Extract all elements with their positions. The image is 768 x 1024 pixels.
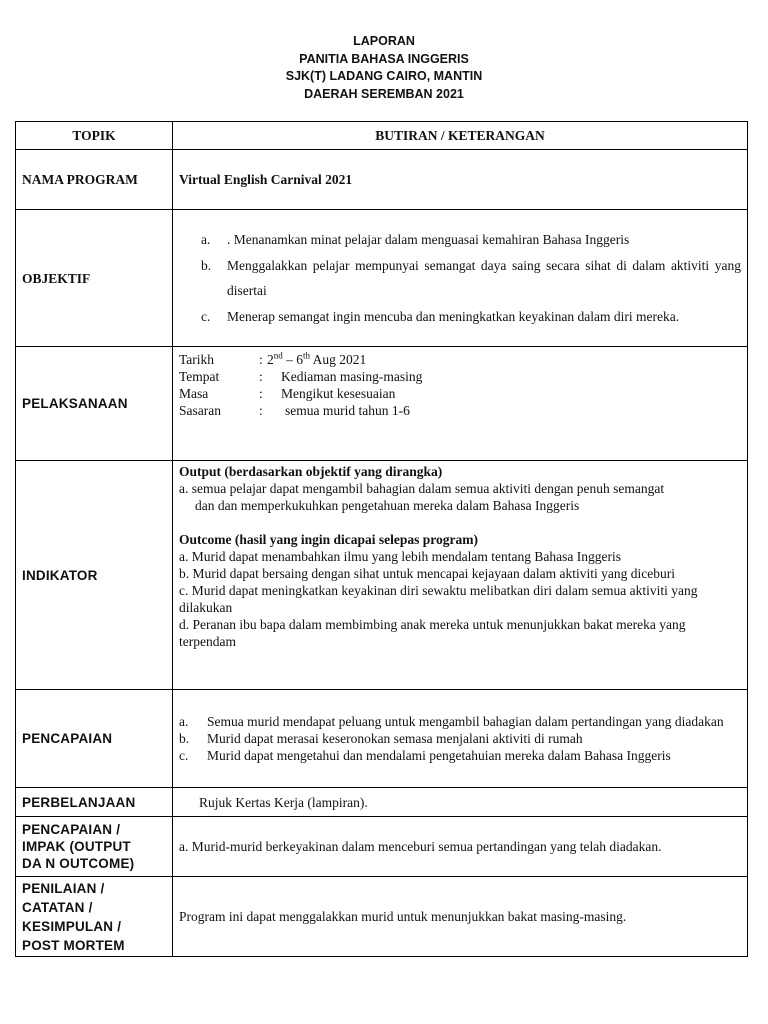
output-item-line1: a. semua pelajar dapat mengambil bahagian dalam semua aktiviti dengan penuh semangat — [179, 481, 665, 496]
row-nama-program — [16, 150, 748, 210]
row-perbelanjaan — [16, 788, 748, 817]
outcome-title: Outcome (hasil yang ingin dicapai selepas program) — [179, 532, 479, 547]
list-item — [179, 227, 741, 253]
tempat-value: Kediaman masing-masing — [281, 369, 423, 384]
pelaksanaan-row-masa — [179, 385, 741, 402]
row-pelaksanaan — [16, 347, 748, 461]
tarikh-suffix-end: th — [303, 350, 311, 361]
list-text: Murid dapat merasai keseronokan semasa menjalani aktiviti di rumah — [207, 731, 583, 746]
nama-program-value: Virtual English Carnival 2021 — [173, 150, 748, 210]
list-text: Murid dapat mengetahui dan mendalami pengetahuian mereka dalam Bahasa Inggeris — [207, 748, 671, 763]
pencapaian-list — [173, 690, 748, 788]
impak-label-line: DA N OUTCOME) — [22, 856, 135, 871]
pelaksanaan-row-tarikh — [179, 351, 741, 368]
tarikh-suffix-start: nd — [273, 350, 283, 361]
output-item-line2: dan dan memperkukuhkan pengetahuan mereka dalam Bahasa Inggeris — [195, 498, 580, 513]
objektif-label: OBJEKTIF — [16, 210, 173, 347]
sasaran-value: semua murid tahun 1-6 — [285, 403, 410, 418]
row-pencapaian — [16, 690, 748, 788]
list-marker: c. — [201, 308, 211, 324]
list-marker: c. — [179, 748, 189, 763]
nama-program-label: NAMA PROGRAM — [16, 150, 173, 210]
masa-sep: : — [259, 386, 263, 401]
panel-name: PANITIA BAHASA INGGERIS — [299, 51, 469, 66]
sasaran-sep: : — [259, 403, 263, 418]
masa-key: Masa — [179, 386, 209, 401]
list-item — [179, 253, 741, 304]
report-header — [0, 33, 768, 103]
perbelanjaan-label: PERBELANJAAN — [16, 788, 173, 817]
list-text: Semua murid mendapat peluang untuk mengambil bahagian dalam pertandingan yang diadakan — [207, 714, 724, 729]
tarikh-value — [265, 351, 366, 368]
penilaian-label-line: POST MORTEM — [22, 937, 125, 953]
tarikh-sep: : — [259, 352, 263, 367]
impak-label-line: PENCAPAIAN / — [22, 822, 121, 837]
impak-label-line: IMPAK (OUTPUT — [22, 839, 131, 854]
row-indikator — [16, 461, 748, 690]
list-marker: a. — [201, 232, 211, 247]
impak-value: a. Murid-murid berkeyakinan dalam menceburi semua pertandingan yang telah diadakan. — [173, 817, 748, 877]
pelaksanaan-row-tempat — [179, 368, 741, 385]
outcome-item: a. Murid dapat menambahkan ilmu yang lebih mendalam tentang Bahasa Inggeris — [179, 549, 621, 564]
tarikh-day-start: 2 — [267, 352, 274, 367]
masa-value: Mengikut kesesuaian — [281, 386, 396, 401]
output-title: Output (berdasarkan objektif yang dirangka) — [179, 464, 443, 479]
indikator-details — [173, 461, 748, 690]
penilaian-label-line: PENILAIAN / — [22, 880, 105, 896]
report-title: LAPORAN — [353, 34, 415, 48]
list-marker: b. — [201, 257, 212, 273]
table-header-row — [16, 122, 748, 150]
outcome-item: b. Murid dapat bersaing dengan sihat untuk mencapai kejayaan dalam aktiviti yang diceburi — [179, 566, 675, 581]
list-item — [179, 730, 741, 747]
list-text: Menerap semangat ingin mencuba dan meningkatkan keyakinan dalam diri mereka. — [227, 308, 680, 324]
list-item — [179, 713, 741, 730]
list-marker: b. — [179, 731, 190, 746]
penilaian-label-line: CATATAN / — [22, 899, 93, 915]
penilaian-label — [16, 877, 173, 957]
list-item — [179, 747, 741, 764]
outcome-item: d. Peranan ibu bapa dalam membimbing anak mereka untuk menunjukkan bakat mereka yang terpendam — [179, 617, 686, 649]
list-marker: a. — [179, 714, 189, 729]
tarikh-key: Tarikh — [179, 352, 215, 367]
list-item — [179, 304, 741, 330]
penilaian-label-line: KESIMPULAN / — [22, 918, 122, 934]
sasaran-key: Sasaran — [179, 403, 221, 418]
pelaksanaan-row-sasaran — [179, 402, 741, 419]
list-text: Menggalakkan pelajar mempunyai semangat daya saing secara sihat di dalam aktiviti yang disertai — [227, 257, 741, 298]
col-butiran-header: BUTIRAN / KETERANGAN — [173, 122, 748, 150]
row-impak — [16, 817, 748, 877]
tempat-key: Tempat — [179, 369, 220, 384]
school-name: SJK(T) LADANG CAIRO, MANTIN — [285, 69, 483, 83]
outcome-item: c. Murid dapat meningkatkan keyakinan diri sewaktu melibatkan diri dalam semua aktiviti yang dilakukan — [179, 583, 698, 615]
list-text: . Menanamkan minat pelajar dalam menguasai kemahiran Bahasa Inggeris — [227, 232, 630, 247]
tarikh-day-end: – 6 — [282, 352, 303, 367]
report-table — [15, 121, 748, 957]
penilaian-value: Program ini dapat menggalakkan murid untuk menunjukkan bakat masing-masing. — [173, 877, 748, 957]
tarikh-month-year: Aug 2021 — [310, 352, 367, 367]
pelaksanaan-label: PELAKSANAAN — [16, 347, 173, 461]
objektif-list — [173, 210, 748, 347]
row-objektif — [16, 210, 748, 347]
impak-label — [16, 817, 173, 877]
tempat-sep: : — [259, 369, 263, 384]
pencapaian-label: PENCAPAIAN — [16, 690, 173, 788]
indikator-label: INDIKATOR — [16, 461, 173, 690]
pelaksanaan-details — [173, 347, 748, 461]
col-topik-header: TOPIK — [16, 122, 173, 150]
row-penilaian — [16, 877, 748, 957]
district-year: DAERAH SEREMBAN 2021 — [304, 86, 464, 101]
perbelanjaan-value: Rujuk Kertas Kerja (lampiran). — [173, 788, 748, 817]
